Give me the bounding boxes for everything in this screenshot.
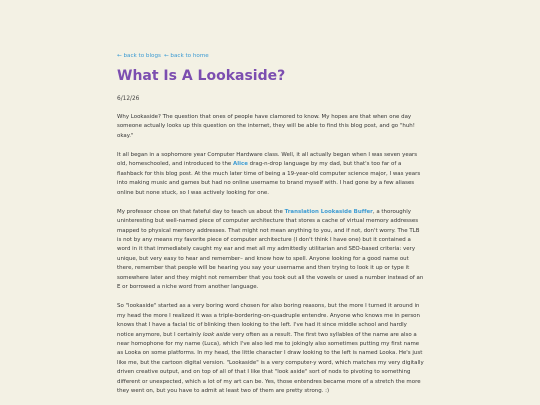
- post-body: [117, 113, 425, 397]
- back-to-blogs-link[interactable]: ← back to blogs: [117, 53, 161, 59]
- breadcrumb-nav: [117, 52, 425, 61]
- post-title: What Is A Lookaside?: [117, 68, 286, 84]
- alice-link[interactable]: Alice: [233, 161, 248, 168]
- paragraph-origin: [117, 151, 425, 198]
- paragraph-origin-text-a: It all began in a sophomore year Computer Hardware class. Well, it all actually began when I was seven years old, homeschooled, and introduced to the: [117, 151, 418, 168]
- look-aside-emphasis: look aside: [202, 331, 231, 338]
- tlb-link[interactable]: Translation Lookaside Buffer: [284, 208, 373, 215]
- paragraph-tlb-text-b: , a thoroughly uninteresting but well-named piece of computer architecture that stores a cache of virtual memory addresses mapped to physical memory addresses. That might not mean anything to you, and if not, don't worry. The TLB is not by any means my favorite piece of computer architecture (I don't think I have one) but it contained a word in it that immediately caught my ear and met all my admittedly utilitarian and SEO-based criteria: very unique, but very easy to hear and remember– and know how to spell. Anyone looking for a good name out there, remember that people will be hearing you say your username and then trying to look it up or type it somewhere later and they might not remember that you took out all the vowels or used a number instead of an E or borrowed a niche word from another language.: [117, 208, 424, 291]
- paragraph-entendre-text-b: very often as a result. The first two syllables of the name are also a near homophone for my name (Luca), which I've also led me to jokingly also sometimes putting my first name as Looka on some platforms. In my head, the little character I draw looking to the left is named Looka. He's just like me, but the cartoon digital version. "Lookaside" is a very computer-y word, which matches my very digitally driven creative output, and on top of all of that I like that "look aside" sort of nods to pivoting to something different or unexpected, which a lot of my art can be. Yes, those entendres became more of a stretch the more they went on, but you have to admit at least two of them are pretty strong. :): [117, 331, 424, 395]
- paragraph-entendre: [117, 302, 425, 397]
- post-date: 6/12/26: [117, 96, 140, 102]
- paragraph-entendre-text-a: So "lookaside" started as a very boring word chosen for also boring reasons, but the more I turned it around in my head the more I realized it was a triple-bordering-on-quadruple entendre. Anyone who knows me in person knows that I have a facial tic of blinking then looking to the left. I've had it since middle school and hardly notice anymore, but I certainly: [117, 303, 420, 338]
- paragraph-intro: Why Lookaside? The question that ones of people have clamored to know. My hopes are that when one day someone actually looks up this question on the internet, they will be able to find this blog post, and go "huh! okay.": [117, 114, 415, 139]
- paragraph-origin-text-b: drag-n-drop language by my dad, but that's too far of a flashback for this blog post. At the much later time of being a 19-year-old computer science major, I was years into making music and games but had no online username to brand myself with. I had gone by a few aliases online but none stuck, so I was actively looking for one.: [117, 161, 421, 196]
- post-content: [117, 52, 425, 405]
- back-to-home-link[interactable]: ← back to home: [163, 53, 209, 59]
- paragraph-tlb: [117, 208, 425, 293]
- paragraph-tlb-text-a: My professor chose on that fateful day to teach us about the: [117, 208, 285, 215]
